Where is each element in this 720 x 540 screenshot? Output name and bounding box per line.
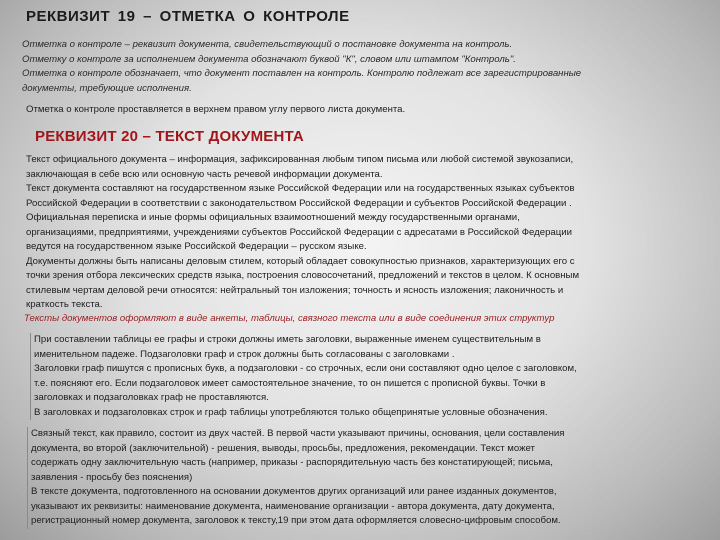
text-line: именительном падеже. Подзаголовки граф и строк должны быть согласованы с заголовками . [34,348,455,360]
text-line: Российской Федерации в соответствии с законодательством Российской Федерации и субъектов Российской Федерации . [26,197,572,209]
text-line: ведутся на государственном языке Российской Федерации – русском языке. [26,241,367,252]
text-line: Отметку о контроле за исполнением документа обозначают буквой "К", словом или штампом "Контроль". [22,53,516,65]
text-line: содержать одну заключительную часть (например, приказы - распорядительную часть без констатирующей; письма, [31,457,553,468]
section-20-title: РЕКВИЗИТ 20 – ТЕКСТ ДОКУМЕНТА [35,128,304,145]
text-line: заголовках и подзаголовках граф не проставляются. [34,392,269,403]
text-line: документы, требующие исполнения. [22,82,192,94]
text-line: Текст документа составляют на государственном языке Российской Федерации или на государственных языках субъектов [26,183,575,194]
text-line: В заголовках и подзаголовках строк и граф таблицы употребляются только общепринятые условные обозначения. [34,406,548,418]
text-line: точки зрения отбора лексических средств языка, построения словосочетаний, предложений и текстов в целом. К основным [26,270,580,281]
section-20-body [26,153,579,313]
text-line: документа, во второй (заключительной) - решения, выводы, просьбы, предложения, рекомендации. Текст может [31,442,535,454]
text-line: краткость текста. [26,299,103,310]
text-line: Заголовки граф пишутся с прописных букв, а подзаголовки - со строчных, если они составляют одно целое с заголовком, [34,363,577,374]
text-line: Документы должны быть написаны деловым стилем, который обладает совокупностью признаков, характеризующих его с [26,255,575,267]
text-line: Связный текст, как правило, состоит из двух частей. В первой части указывают причины, основания, цели составления [31,428,565,439]
text-line: При составлении таблицы ее графы и строки должны иметь заголовки, выраженные именем существительным в [34,334,541,345]
section-20-forms: Тексты документов оформляют в виде анкеты, таблицы, связного текста или в виде соединения этих структур [24,313,555,324]
text-line: регистрационный номер документа, заголовок к тексту,19 при этом дата оформляется словесно-цифровым способом. [31,515,561,526]
text-line: стилевым чертам деловой речи относятся: нейтральный тон изложения; точность и ясность изложения; лаконичность и [26,284,564,296]
text-line: Официальная переписка и иные формы официальных взаимоотношений между государственными органами, [26,212,520,223]
text-line: В тексте документа, подготовленного на основании документов других организаций или ранее изданных документов, [31,486,557,497]
text-line: Отметка о контроле обозначает, что документ поставлен на контроль. Контролю подлежат все зарегистрированные [22,68,582,79]
text-line: заключающая в себе всю или основную часть речевой информации документа. [26,168,383,180]
text-line: Текст официального документа – информация, зафиксированная любым типом письма или любой системой звукозаписи, [26,154,574,165]
text-line: указывают их реквизиты: наименование документа, наименование организации - автора документа, дату документа, [31,500,555,512]
section-20-table-rules [30,333,577,420]
text-line: организациями, предприятиями, учреждениями субъектов Российской Федерации с адресатами в Российской Федерации [26,226,572,238]
section-19-placement: Отметка о контроле проставляется в верхнем правом углу первого листа документа. [26,104,406,115]
text-line: Отметка о контроле – реквизит документа, свидетельствующий о постановке документа на контроль. [22,39,513,50]
text-line: т.е. поясняют его. Если подзаголовок имеет самостоятельное значение, то он пишется с прописной буквы. Точки в [34,377,546,389]
section-19-definition [22,38,581,96]
section-20-connected-text [27,427,564,529]
section-19-title: РЕКВИЗИТ 19 – ОТМЕТКА О КОНТРОЛЕ [26,8,350,25]
text-line: заявления - просьбу без пояснения) [31,471,193,483]
